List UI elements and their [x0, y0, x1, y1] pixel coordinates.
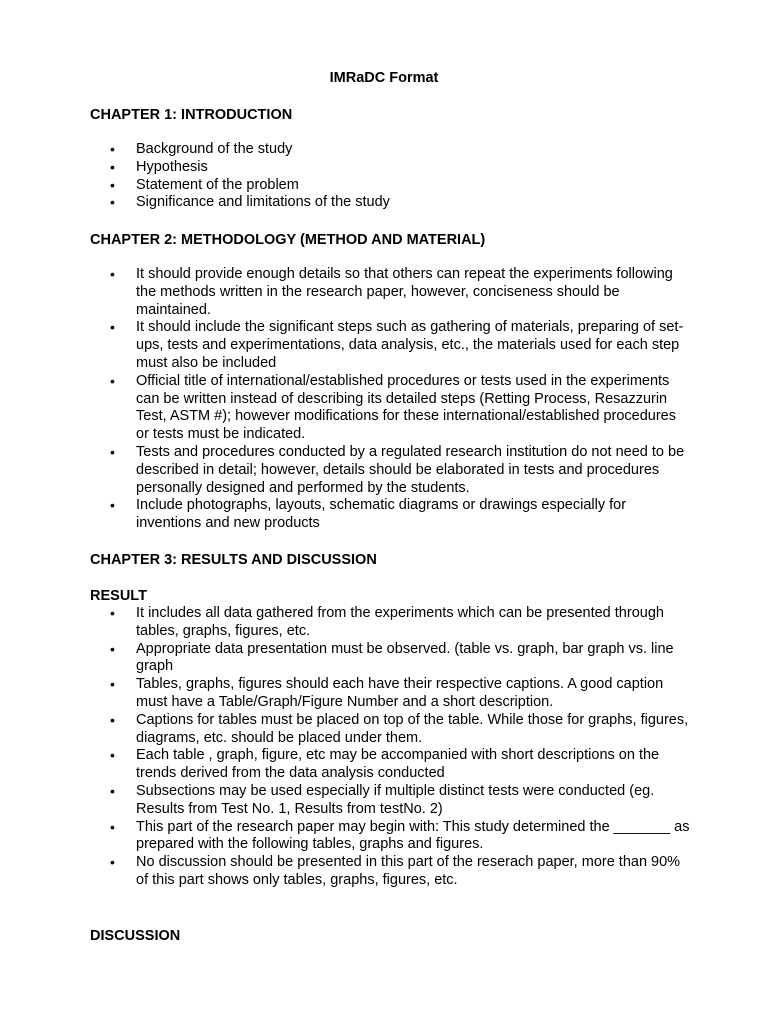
- list-item: • Tables, graphs, figures should each have their respective captions. A good caption must have a Table/Graph/Figure Number and a short description.: [90, 676, 690, 712]
- result-heading: RESULT: [90, 588, 147, 604]
- list-item: • Significance and limitations of the study: [90, 194, 690, 212]
- list-item: • Subsections may be used especially if multiple distinct tests were conducted (eg. Results from Test No. 1, Results from testNo. 2): [90, 783, 690, 819]
- list-item: • Each table , graph, figure, etc may be accompanied with short descriptions on the trends derived from the data analysis conducted: [90, 747, 690, 783]
- list-item: • Official title of international/established procedures or tests used in the experiments can be written instead of describing its detailed steps (Retting Process, Resazzurin Test, ASTM #); however modifications for these international/established procedures or tests must be indicated.: [90, 373, 690, 444]
- list-item: • This part of the research paper may begin with: This study determined the _______ as prepared with the following tables, graphs and figures.: [90, 819, 690, 855]
- list-item: • Background of the study: [90, 141, 690, 159]
- chapter-2-list: [90, 266, 690, 533]
- list-item: • Tests and procedures conducted by a regulated research institution do not need to be described in detail; however, details should be elaborated in tests and procedures personally designed and performed by the students.: [90, 444, 690, 497]
- list-item: • Appropriate data presentation must be observed. (table vs. graph, bar graph vs. line graph: [90, 641, 690, 677]
- list-item: • It should provide enough details so that others can repeat the experiments following the methods written in the research paper, however, conciseness should be maintained.: [90, 266, 690, 319]
- chapter-2-heading: CHAPTER 2: METHODOLOGY (METHOD AND MATERIAL): [90, 232, 486, 248]
- chapter-1-list: [90, 141, 690, 212]
- discussion-heading: DISCUSSION: [90, 928, 181, 944]
- result-list: [90, 605, 690, 890]
- chapter-1-heading: CHAPTER 1: INTRODUCTION: [90, 107, 293, 123]
- list-item: • It should include the significant steps such as gathering of materials, preparing of set-ups, tests and experimentations, data analysis, etc., the materials used for each step must also be included: [90, 319, 690, 372]
- chapter-3-heading: CHAPTER 3: RESULTS AND DISCUSSION: [90, 552, 377, 568]
- list-item: • Include photographs, layouts, schematic diagrams or drawings especially for inventions and new products: [90, 497, 690, 533]
- list-item: • Captions for tables must be placed on top of the table. While those for graphs, figures, diagrams, etc. should be placed under them.: [90, 712, 690, 748]
- list-item: • It includes all data gathered from the experiments which can be presented through tables, graphs, figures, etc.: [90, 605, 690, 641]
- list-item: • Statement of the problem: [90, 177, 690, 195]
- list-item: • No discussion should be presented in this part of the reserach paper, more than 90% of this part shows only tables, graphs, figures, etc.: [90, 854, 690, 890]
- list-item: • Hypothesis: [90, 159, 690, 177]
- document-title: IMRaDC Format: [329, 70, 439, 86]
